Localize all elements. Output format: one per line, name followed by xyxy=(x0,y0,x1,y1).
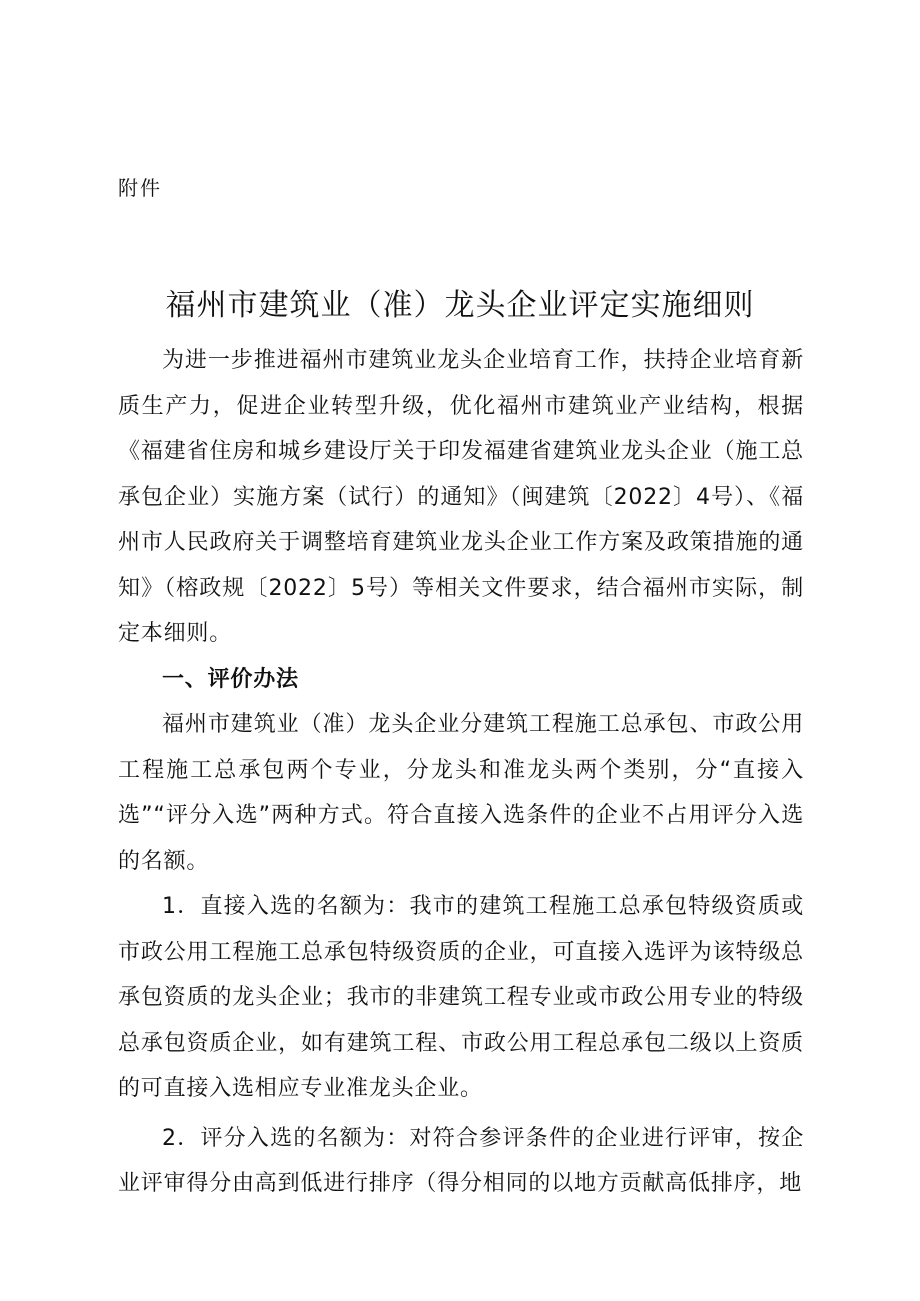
section-heading-evaluation-method: 一、评价办法 xyxy=(162,666,299,692)
document-title: 福州市建筑业（准）龙头企业评定实施细则 xyxy=(165,288,755,324)
document-body xyxy=(118,338,804,1207)
list-item-score-selection: 2．评分入选的名额为：对符合参评条件的企业进行评审，按企业评审得分由高到低进行排序（得分相同的以地方贡献高低排序，地 xyxy=(118,1125,804,1196)
section-paragraph: 福州市建筑业（准）龙头企业分建筑工程施工总承包、市政公用工程施工总承包两个专业，分龙头和准龙头两个类别，分“直接入选”“评分入选”两种方式。符合直接入选条件的企业不占用评分入选的名额。 xyxy=(118,712,804,874)
attachment-label: 附件 xyxy=(118,176,162,200)
intro-paragraph: 为进一步推进福州市建筑业龙头企业培育工作，扶持企业培育新质生产力，促进企业转型升级，优化福州市建筑业产业结构，根据《福建省住房和城乡建设厅关于印发福建省建筑业龙头企业（施工总承包企业）实施方案（试行）的通知》（闽建筑〔2022〕4号）、《福州市人民政府关于调整培育建筑业龙头企业工作方案及政策措施的通知》（榕政规〔2022〕5号）等相关文件要求，结合福州市实际，制定本细则。 xyxy=(118,348,804,646)
list-item-direct-selection: 1．直接入选的名额为：我市的建筑工程施工总承包特级资质或市政公用工程施工总承包特级资质的企业，可直接入选评为该特级总承包资质的龙头企业；我市的非建筑工程专业或市政公用专业的特级总承包资质企业，如有建筑工程、市政公用工程总承包二级以上资质的可直接入选相应专业准龙头企业。 xyxy=(118,894,804,1101)
